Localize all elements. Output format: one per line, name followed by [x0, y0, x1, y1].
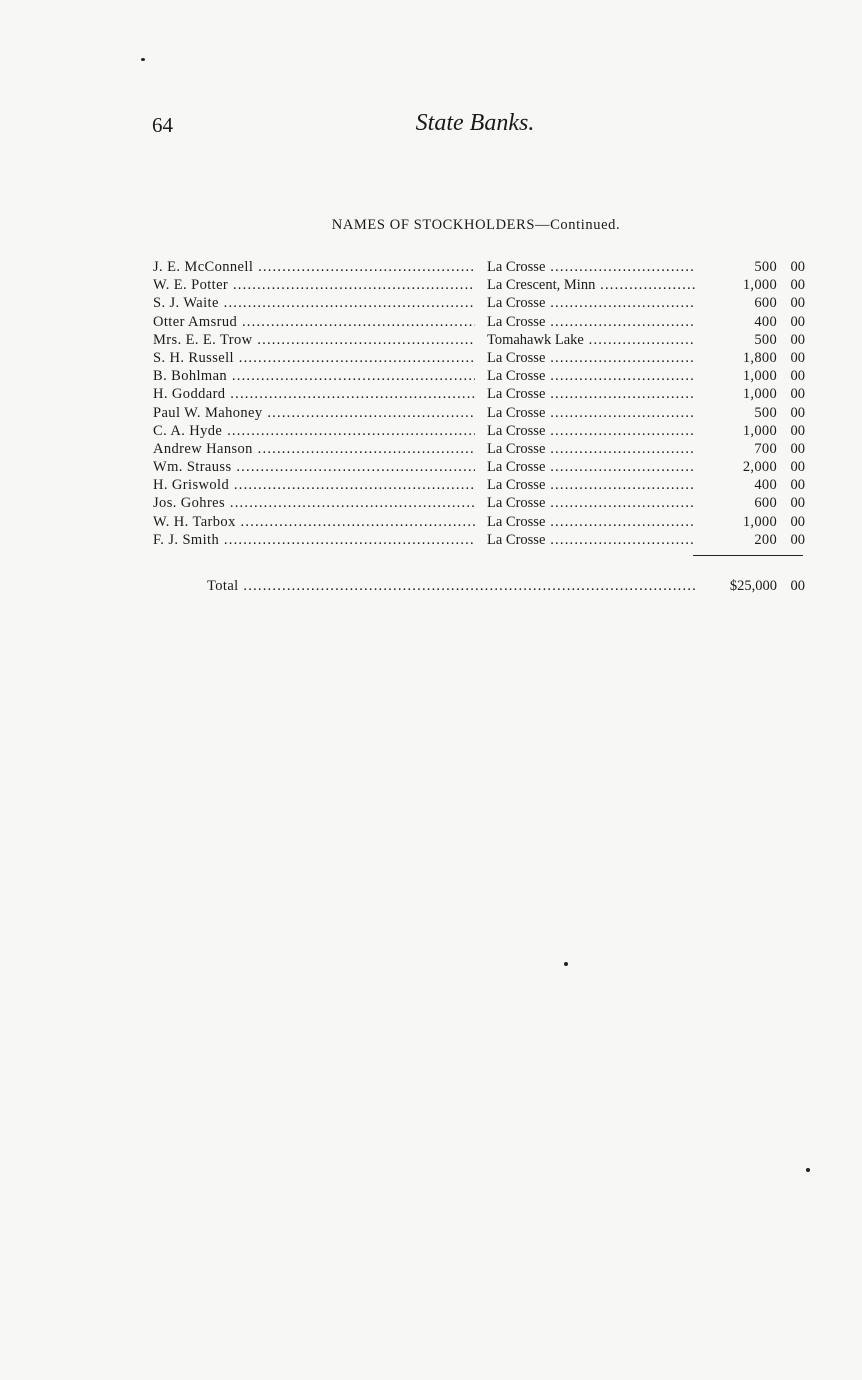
stockholder-name: J. E. McConnell .....	[153, 258, 475, 276]
stockholder-amount: 400	[754, 313, 777, 330]
stockholder-cents: 00	[790, 295, 805, 312]
stockholder-cents: 00	[790, 404, 805, 421]
stockholder-name: Jos. Gohres .....	[153, 494, 475, 512]
stockholder-amount: 600	[754, 495, 777, 512]
stockholder-amount: 500	[754, 404, 777, 421]
table-row	[153, 385, 805, 403]
stockholder-amount: 2,000	[742, 459, 777, 476]
table-row	[153, 331, 805, 349]
stockholder-cents: 00	[790, 495, 805, 512]
stockholder-place: La Crosse .....	[487, 313, 695, 331]
stockholder-name: H. Goddard .....	[153, 385, 475, 403]
table-row	[153, 404, 805, 422]
stockholder-place: La Crosse .....	[487, 422, 695, 440]
table-row	[153, 531, 805, 549]
table-row	[153, 276, 805, 294]
stockholder-place: La Crescent, Minn .....	[487, 276, 695, 294]
stockholder-place: La Crosse .....	[487, 440, 695, 458]
stockholder-place: La Crosse .....	[487, 513, 695, 531]
stockholder-amount: 500	[754, 259, 777, 275]
stockholder-cents: 00	[790, 259, 805, 275]
stockholder-amount: 1,000	[742, 277, 777, 294]
stockholder-amount: 1,800	[742, 349, 777, 366]
table-row	[153, 458, 805, 476]
stockholder-amount: 600	[754, 295, 777, 312]
stockholder-amount: 500	[754, 331, 777, 348]
stockholder-name: W. H. Tarbox .....	[153, 513, 475, 531]
table-row	[153, 367, 805, 385]
stockholder-place: La Crosse .....	[487, 385, 695, 403]
print-speck	[806, 1168, 810, 1172]
table-row	[153, 494, 805, 512]
stockholder-amount: 700	[754, 440, 777, 457]
stockholder-name: H. Griswold .....	[153, 476, 475, 494]
stockholder-cents: 00	[790, 531, 805, 548]
stockholder-name: Mrs. E. E. Trow .....	[153, 331, 475, 349]
stockholder-place: La Crosse .....	[487, 476, 695, 494]
running-title: State Banks.	[415, 110, 535, 136]
stockholder-cents: 00	[790, 422, 805, 439]
stockholder-name: S. J. Waite .....	[153, 294, 475, 312]
stockholder-place: La Crosse .....	[487, 258, 695, 276]
stockholder-place: Tomahawk Lake .....	[487, 331, 695, 349]
stockholder-cents: 00	[790, 459, 805, 476]
stockholder-amount: 1,000	[742, 513, 777, 530]
stockholder-amount: 1,000	[742, 368, 777, 385]
stockholder-name: B. Bohlman .....	[153, 367, 475, 385]
total-rule	[693, 555, 803, 556]
stockholder-place: La Crosse .....	[487, 531, 695, 549]
stockholder-cents: 00	[790, 313, 805, 330]
stockholder-place: La Crosse .....	[487, 367, 695, 385]
stockholder-place: La Crosse .....	[487, 494, 695, 512]
stockholder-name: S. H. Russell .....	[153, 349, 475, 367]
stockholder-cents: 00	[790, 386, 805, 403]
total-cents: 00	[790, 578, 805, 594]
stockholder-name: Andrew Hanson .....	[153, 440, 475, 458]
stockholder-amount: 1,000	[742, 386, 777, 403]
stockholder-name: F. J. Smith .....	[153, 531, 475, 549]
stockholder-amount: 400	[754, 477, 777, 494]
stockholder-cents: 00	[790, 440, 805, 457]
stockholder-cents: 00	[790, 513, 805, 530]
table-row	[153, 258, 805, 276]
table-row	[153, 294, 805, 312]
stockholder-cents: 00	[790, 368, 805, 385]
total-label: Total .....	[207, 576, 695, 596]
stockholder-place: La Crosse .....	[487, 349, 695, 367]
stockholder-name: Wm. Strauss .....	[153, 458, 475, 476]
stockholder-cents: 00	[790, 331, 805, 348]
print-speck	[141, 58, 145, 61]
page-number: 64	[152, 113, 173, 137]
table-row	[153, 513, 805, 531]
stockholder-name: W. E. Potter .....	[153, 276, 475, 294]
table-row	[153, 422, 805, 440]
stockholder-name: C. A. Hyde .....	[153, 422, 475, 440]
table-row	[153, 476, 805, 494]
stockholder-amount: 200	[754, 531, 777, 548]
stockholder-name: Paul W. Mahoney .....	[153, 404, 475, 422]
stockholder-amount: 1,000	[742, 422, 777, 439]
stockholder-name: Otter Amsrud .....	[153, 313, 475, 331]
table-row	[153, 440, 805, 458]
stockholder-cents: 00	[790, 477, 805, 494]
table-row	[153, 349, 805, 367]
total-amount: $25,000	[729, 578, 777, 594]
section-title: NAMES OF STOCKHOLDERS—Continued.	[331, 217, 621, 233]
stockholder-table	[153, 258, 805, 549]
print-speck	[564, 962, 568, 966]
stockholder-cents: 00	[790, 349, 805, 366]
total-row	[153, 576, 805, 596]
stockholder-place: La Crosse .....	[487, 404, 695, 422]
stockholder-place: La Crosse .....	[487, 294, 695, 312]
table-row	[153, 313, 805, 331]
stockholder-place: La Crosse .....	[487, 458, 695, 476]
stockholder-cents: 00	[790, 277, 805, 294]
